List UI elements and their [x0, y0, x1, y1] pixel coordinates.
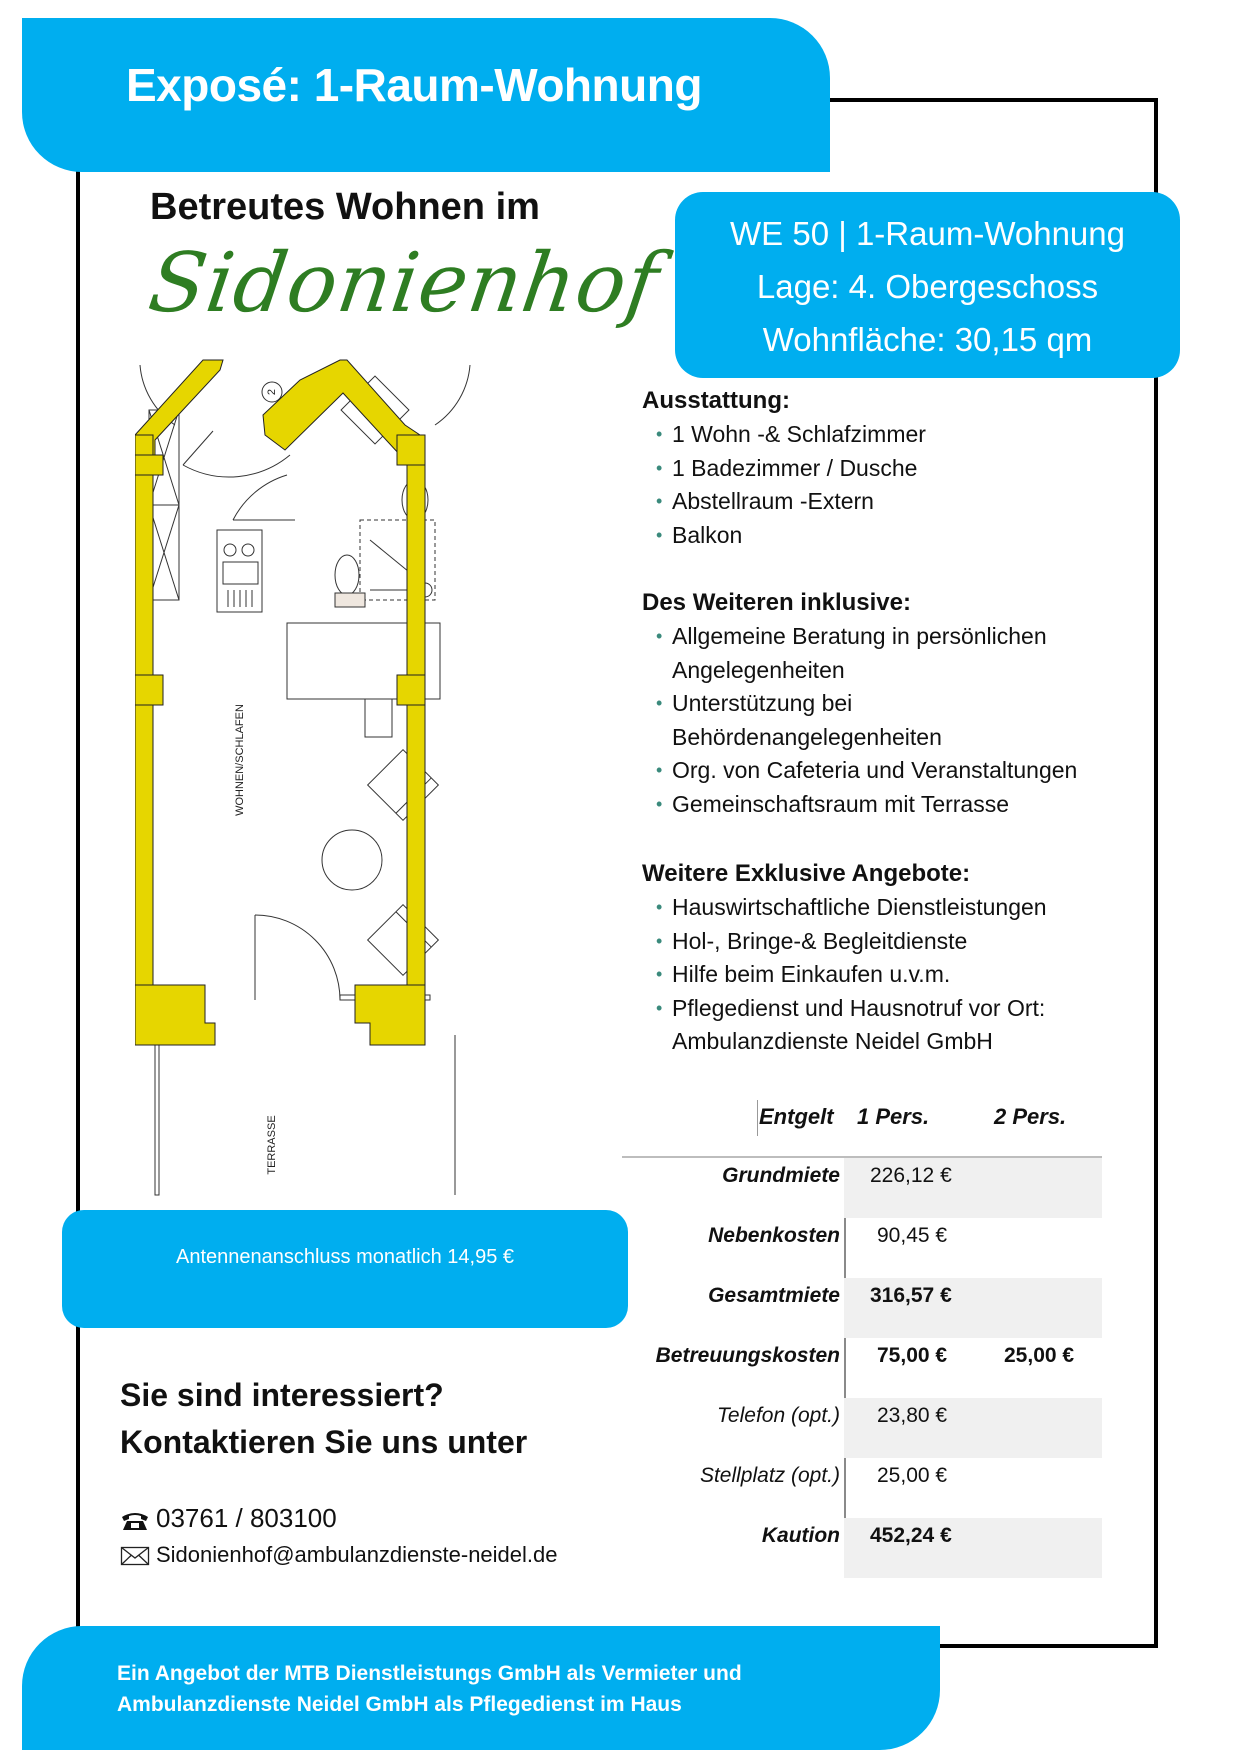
header-divider	[757, 1100, 758, 1136]
table-row	[622, 1398, 1102, 1458]
row-value-1-pers: 452,24 €	[870, 1524, 952, 1547]
list-item: • Pflegedienst und Hausnotruf vor Ort: Ambulanzdienste Neidel GmbH	[642, 992, 1162, 1059]
list-item: • Abstellraum -Extern	[642, 485, 1162, 519]
unit-info-box	[675, 192, 1180, 378]
row-value-1-pers: 25,00 €	[877, 1464, 948, 1487]
inklusive-section	[642, 586, 1162, 821]
header-2-pers: 2 Pers.	[994, 1104, 1067, 1129]
telephone-icon	[120, 1509, 150, 1531]
page-title: Exposé: 1-Raum-Wohnung	[126, 59, 702, 111]
row-value-1-pers: 316,57 €	[870, 1284, 952, 1307]
list-item: • Gemeinschaftsraum mit Terrasse	[642, 788, 1162, 822]
bullet-icon: •	[656, 897, 663, 917]
table-row	[622, 1278, 1102, 1338]
table-row	[622, 1518, 1102, 1578]
bullet-icon: •	[656, 793, 663, 814]
angebote-heading: Weitere Exklusive Angebote:	[642, 860, 971, 887]
row-label: Stellplatz (opt.)	[699, 1464, 840, 1487]
room-label: WOHNEN/SCHLAFEN	[234, 704, 246, 816]
contact-email[interactable]	[120, 1542, 558, 1568]
row-label: Nebenkosten	[708, 1224, 840, 1247]
floor-plan	[135, 355, 475, 1200]
row-value-1-pers: 226,12 €	[870, 1164, 952, 1187]
list-item: • 1 Badezimmer / Dusche	[642, 452, 1162, 486]
contact-heading	[120, 1372, 527, 1466]
header-1-pers: 1 Pers.	[857, 1104, 930, 1129]
ausstattung-section	[642, 384, 1162, 552]
terrace-label: TERRASSE	[266, 1115, 278, 1175]
bullet-icon: •	[656, 457, 663, 478]
sidonienhof-logo: Sidonienhof	[143, 236, 665, 331]
list-item: • Unterstützung bei Behördenangelegenheiten	[642, 687, 1162, 754]
angebote-section	[642, 857, 1162, 1059]
ausstattung-heading: Ausstattung:	[642, 387, 790, 414]
list-item: • 1 Wohn -& Schlafzimmer	[642, 418, 1162, 452]
logo-heading: Betreutes Wohnen im	[150, 186, 540, 228]
contact-phone[interactable]	[120, 1503, 337, 1534]
bullet-icon: •	[656, 491, 663, 511]
bullet-icon: •	[656, 424, 663, 444]
email-address[interactable]: Sidonienhof@ambulanzdienste-neidel.de	[156, 1542, 558, 1567]
footer-line1: Ein Angebot der MTB Dienstleistungs GmbH als Vermieter und	[117, 1662, 742, 1685]
table-row	[622, 1458, 1102, 1518]
list-item: • Hilfe beim Einkaufen u.v.m.	[642, 958, 1162, 992]
row-label: Gesamtmiete	[708, 1284, 840, 1307]
envelope-icon	[120, 1545, 150, 1567]
table-row	[622, 1158, 1102, 1218]
row-value-1-pers: 90,45 €	[877, 1224, 948, 1247]
bullet-icon: •	[656, 964, 663, 984]
footer-banner	[22, 1626, 940, 1750]
row-label: Grundmiete	[722, 1164, 840, 1187]
contact-heading-line2: Kontaktieren Sie uns unter	[120, 1424, 528, 1460]
title-banner	[22, 18, 830, 172]
footer-line2: Ambulanzdienste Neidel GmbH als Pflegedienst im Haus	[117, 1693, 682, 1716]
list-item: • Hol-, Bringe-& Begleitdienste	[642, 925, 1162, 959]
unit-number: WE 50 | 1-Raum-Wohnung	[730, 215, 1125, 252]
list-item: • Org. von Cafeteria und Veranstaltungen	[642, 754, 1162, 788]
header-entgelt: Entgelt	[759, 1104, 834, 1129]
row-value-2-pers: 25,00 €	[1004, 1344, 1075, 1367]
row-label: Betreuungskosten	[655, 1344, 840, 1367]
inklusive-heading: Des Weiteren inklusive:	[642, 589, 911, 616]
bullet-icon: •	[656, 524, 663, 545]
list-item: • Allgemeine Beratung in persönlichen Angelegenheiten	[642, 620, 1162, 687]
list-item: • Hauswirtschaftliche Dienstleistungen	[642, 891, 1162, 925]
row-value-1-pers: 23,80 €	[877, 1404, 948, 1427]
bullet-icon: •	[656, 930, 663, 951]
contact-heading-line1: Sie sind interessiert?	[120, 1377, 444, 1413]
unit-area: Wohnfläche: 30,15 qm	[762, 321, 1093, 358]
bullet-icon: •	[656, 626, 663, 646]
unit-floor: Lage: 4. Obergeschoss	[756, 268, 1099, 305]
bullet-icon: •	[656, 760, 663, 780]
antenna-info-box	[62, 1210, 628, 1328]
table-row	[622, 1218, 1102, 1278]
bullet-icon: •	[656, 693, 663, 713]
row-label: Kaution	[761, 1524, 840, 1547]
list-item: • Balkon	[642, 519, 1162, 553]
room-marker: 2	[265, 388, 278, 396]
row-value-1-pers: 75,00 €	[877, 1344, 948, 1367]
phone-number[interactable]: 03761 / 803100	[156, 1503, 337, 1533]
table-row	[622, 1338, 1102, 1398]
price-table-header	[622, 1098, 1102, 1158]
bullet-icon: •	[656, 997, 663, 1018]
price-table	[622, 1098, 1102, 1578]
antenna-text: Antennenanschluss monatlich 14,95 €	[175, 1246, 514, 1268]
row-label: Telefon (opt.)	[717, 1404, 840, 1427]
